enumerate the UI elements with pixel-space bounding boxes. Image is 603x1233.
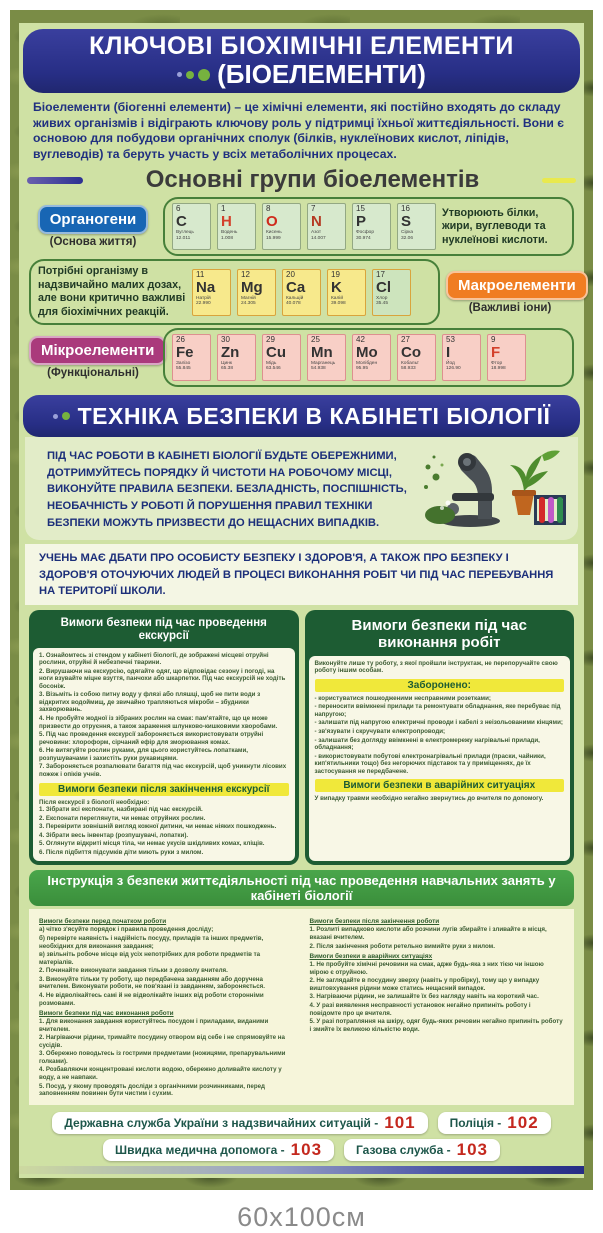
poster-title-line2-text: (БІОЕЛЕМЕНТИ) bbox=[217, 59, 426, 90]
list-item: 4. Зібрати весь інвентар (розпушувачі, лопатки). bbox=[39, 831, 189, 839]
element-name: Калій bbox=[331, 295, 344, 301]
list-item: 2. Вирушаючи на екскурсію, одягайте одяг, що відповідає сезону і погоді, на ноги взувайте міцне взуття, панчохи або шкарпетки. Під час екскурсій не ходіть босоніж. bbox=[39, 667, 286, 690]
list-item: 3. Обережно поводьтесь із гострими предметами (ножицями, препарувальними голками). bbox=[39, 1050, 286, 1065]
microelements-box bbox=[163, 328, 574, 387]
element-symbol: Co bbox=[401, 344, 421, 362]
decor-gradient-strip bbox=[19, 1166, 584, 1174]
organogens-badge-col bbox=[29, 205, 157, 248]
element-tile bbox=[397, 203, 436, 250]
element-number: 20 bbox=[286, 269, 295, 279]
element-tile bbox=[352, 334, 391, 381]
list-item: 1. Не пробуйте хімічні речовини на смак, адже будь-яка з них тією чи іншою мірою є отруйною. bbox=[309, 961, 544, 976]
list-item: 6. Після підбиття підсумків діти миють руки з милом. bbox=[39, 848, 204, 856]
element-tile bbox=[217, 334, 256, 381]
work-header: Вимоги безпеки під час виконання робіт bbox=[351, 617, 527, 652]
title-banner bbox=[23, 29, 580, 93]
list-item: - переносити ввімкнені прилади та ремонтувати обладнання, яке перебуває під напругою; bbox=[314, 703, 561, 718]
macroelements-subtitle: (Важливі іони) bbox=[468, 301, 552, 314]
element-number: 30 bbox=[221, 335, 230, 345]
safety-warning-panel bbox=[25, 437, 578, 540]
element-symbol: O bbox=[266, 213, 278, 231]
contacts-row-2 bbox=[19, 1139, 584, 1161]
element-name: Цинк bbox=[221, 361, 232, 367]
list-item: - користуватися пошкодженими несправними розетками; bbox=[314, 694, 491, 702]
list-item: 7. Забороняється розпалювати багаття під час екскурсій, щоб уникнути лісових пожеж і опіків учнів. bbox=[39, 763, 287, 778]
element-name: Марганець bbox=[311, 361, 336, 367]
element-name: Натрій bbox=[196, 295, 211, 301]
element-symbol: F bbox=[491, 344, 501, 362]
element-number: 27 bbox=[401, 335, 410, 345]
contact-label: Поліція - bbox=[449, 1115, 502, 1130]
element-symbol: P bbox=[356, 213, 367, 231]
list-item: 2. Експонати переглянути, чи немає отруйних рослин. bbox=[39, 814, 206, 822]
element-mass: 126.90 bbox=[446, 366, 461, 372]
microscope-icon bbox=[425, 453, 500, 527]
element-tile bbox=[237, 269, 276, 316]
contact-label: Газова служба - bbox=[356, 1142, 451, 1157]
element-name: Залізо bbox=[176, 361, 191, 367]
element-name: Кисень bbox=[266, 230, 282, 236]
element-mass: 30.974 bbox=[356, 235, 371, 241]
element-number: 19 bbox=[331, 269, 340, 279]
element-number: 11 bbox=[196, 269, 205, 279]
after-excursion-intro: Після екскурсії з біології необхідно: bbox=[39, 798, 150, 806]
element-number: 26 bbox=[176, 335, 185, 345]
element-number: 6 bbox=[176, 204, 181, 214]
before-work-list bbox=[39, 926, 294, 1007]
organogens-badge: Органогени bbox=[38, 205, 149, 234]
element-number: 53 bbox=[446, 335, 455, 345]
groups-heading-row bbox=[27, 166, 576, 194]
list-item: 1. Розлиті випадково кислоти або розчини лугів збирайте і зливайте в місця, вказані вчителем. bbox=[309, 926, 547, 942]
excursion-panel bbox=[29, 610, 299, 865]
accident-instr-list bbox=[310, 961, 565, 1033]
during-work-title: Вимоги безпеки під час виконання роботи bbox=[39, 1010, 174, 1018]
safety-title: ТЕХНІКА БЕЗПЕКИ В КАБІНЕТІ БІОЛОГІЇ bbox=[77, 402, 551, 429]
element-number: 7 bbox=[311, 204, 316, 214]
element-mass: 58.933 bbox=[401, 366, 416, 372]
element-number: 29 bbox=[266, 335, 275, 345]
work-content bbox=[309, 656, 571, 862]
group-row-microelements bbox=[29, 328, 574, 387]
list-item: в) звільніть робоче місце від усіх непотрібних для роботи предметів та матеріалів. bbox=[39, 951, 261, 966]
list-item: 5. Посуд, у якому проводять досліди з органічними розчинниками, перед заповненням повинен бути чистим і сухим. bbox=[39, 1082, 265, 1098]
list-item: 6. Не витягуйте рослин руками, для цього користуйтесь лопатками, розпушувачами і захистіть руки рукавицями. bbox=[39, 747, 249, 762]
element-mass: 95.95 bbox=[356, 366, 369, 372]
instruction-left-col bbox=[39, 915, 294, 1098]
element-mass: 18.998 bbox=[491, 366, 506, 372]
element-symbol: S bbox=[401, 213, 412, 231]
element-tile bbox=[282, 269, 321, 316]
work-intro: Виконуйте лише ту роботу, з якої пройшли інструктаж, не перепоручайте свою роботу іншим особам. bbox=[314, 659, 558, 675]
element-mass: 32.06 bbox=[401, 235, 414, 241]
element-name: Азот bbox=[311, 230, 322, 236]
poster-title-line2 bbox=[23, 60, 580, 89]
element-symbol: Ca bbox=[286, 278, 306, 296]
groups-heading: Основні групи біоелементів bbox=[145, 166, 480, 194]
poster-title-line1: КЛЮЧОВІ БІОХІМІЧНІ ЕЛЕМЕНТИ bbox=[89, 31, 514, 60]
element-tiles-organogens bbox=[172, 203, 436, 250]
after-work-title: Вимоги безпеки після закінчення роботи bbox=[309, 918, 440, 926]
element-symbol: K bbox=[331, 278, 342, 296]
contact-label: Швидка медична допомога - bbox=[115, 1142, 285, 1157]
element-symbol: Cl bbox=[376, 278, 391, 296]
list-item: 5. Оглянути відкриті місця тіла, чи немає укусів шкідливих комах, кліщів. bbox=[39, 840, 265, 848]
excursion-content bbox=[33, 648, 295, 862]
element-mass: 14.007 bbox=[311, 235, 326, 241]
accident-header: Вимоги безпеки в аварійних ситуаціях bbox=[315, 779, 565, 792]
emergency-contact-pill bbox=[103, 1139, 334, 1161]
element-name: Хлор bbox=[376, 295, 388, 301]
element-number: 8 bbox=[266, 204, 271, 214]
element-mass: 35.45 bbox=[376, 300, 389, 306]
group-row-macroelements bbox=[29, 259, 574, 325]
list-item: 4. Розбавляючи концентровані кислоти водою, обережно доливайте кислоту у воду, а не навпаки. bbox=[39, 1066, 282, 1082]
microelements-badge: Мікроелементи bbox=[29, 336, 166, 365]
element-tile bbox=[192, 269, 231, 316]
poster-inner bbox=[19, 23, 584, 1178]
accident-instr-title: Вимоги безпеки в аварійних ситуаціях bbox=[309, 953, 433, 961]
element-name: Вуглець bbox=[176, 230, 194, 236]
element-number: 16 bbox=[401, 204, 410, 214]
element-symbol: I bbox=[446, 344, 451, 362]
element-name: Магній bbox=[241, 295, 256, 301]
element-symbol: Mg bbox=[241, 278, 263, 296]
element-number: 12 bbox=[241, 269, 250, 279]
lab-illustration bbox=[418, 445, 568, 534]
list-item: 2. Починайте виконувати завдання тільки з дозволу вчителя. bbox=[39, 967, 228, 975]
element-symbol: N bbox=[311, 213, 322, 231]
excursion-header: Вимоги безпеки під час проведення екскурсії bbox=[60, 617, 267, 643]
element-tile bbox=[262, 334, 301, 381]
list-item: - використовувати побутові електронагрівальні прилади (праски, чайники, кип'ятильники тощо) без негорючих підставок та у приміщеннях, де їх застосування не передбачене. bbox=[314, 752, 546, 775]
element-tile bbox=[172, 203, 211, 250]
organogens-subtitle: (Основа життя) bbox=[49, 236, 137, 249]
microelements-subtitle: (Функціональні) bbox=[47, 367, 139, 380]
element-symbol: Mo bbox=[356, 344, 378, 362]
group-row-organogens bbox=[29, 197, 574, 256]
list-item: 5. Під час проведення екскурсії забороняється використовувати отруйні речовини: хлороформ, сірчаний ефір для зморювання комах. bbox=[39, 731, 264, 746]
element-tile bbox=[172, 334, 211, 381]
after-excursion-header: Вимоги безпеки після закінчення екскурсії bbox=[39, 783, 289, 796]
list-item: 4. У разі виявлення несправності установок негайно припиніть роботу і повідомте про це вчителя. bbox=[309, 1001, 531, 1017]
element-mass: 40.078 bbox=[286, 300, 301, 306]
safety-columns bbox=[29, 610, 574, 865]
after-excursion-list bbox=[39, 806, 289, 856]
element-name: Молібден bbox=[356, 361, 378, 367]
forbidden-list bbox=[315, 695, 565, 776]
instruction-panel bbox=[29, 909, 574, 1104]
list-item: 2. Після закінчення роботи ретельно вимийте руки з милом. bbox=[309, 942, 495, 950]
element-mass: 63.546 bbox=[266, 366, 281, 372]
element-name: Фосфор bbox=[356, 230, 374, 236]
list-item: б) перевірте наявність і надійність посуду, приладів та інших предметів, необхідних для виконання завдання; bbox=[39, 935, 264, 950]
element-tile bbox=[307, 203, 346, 250]
element-name: Мідь bbox=[266, 361, 277, 367]
element-tiles-microelements bbox=[172, 334, 526, 381]
contact-label: Державна служба України з надзвичайних ситуацій - bbox=[64, 1115, 379, 1130]
element-number: 17 bbox=[376, 269, 385, 279]
element-tile bbox=[262, 203, 301, 250]
element-symbol: C bbox=[176, 213, 187, 231]
list-item: 3. Виконуйте тільки ту роботу, що передбачена завданням або доручена вчителем. Виконувати роботи, не пов'язані із завданням, забороняється. bbox=[39, 975, 265, 991]
accident-text: У випадку травми необхідно негайно звернутись до вчителя по допомогу. bbox=[314, 795, 544, 803]
element-mass: 54.938 bbox=[311, 366, 326, 372]
element-mass: 12.011 bbox=[176, 235, 191, 241]
element-tile bbox=[327, 269, 366, 316]
list-item: 1. Зібрати всі експонати, назбирані під час екскурсій. bbox=[39, 806, 203, 814]
list-item: 1. Ознайомтесь зі стендом у кабінеті біології, де зображені місцеві отруйні рослини, отруйні й небезпечні тварини. bbox=[39, 651, 269, 667]
element-number: 9 bbox=[491, 335, 496, 345]
intro-paragraph: Біоелементи (біогенні елементи) – це хімічні елементи, які постійно входять до складу живих організмів і відіграють ключову роль у підтримці їхньої життєдіяльності. Вони є основою для побудови органічних сполук (білків, нуклеїнових кислот, ліпідів, вуглеводів) та беруть участь у всіх метаболічних процесах. bbox=[33, 100, 565, 161]
list-item: 4. Не пробуйте жодної із зібраних рослин на смак: пам'ятайте, що це може призвести до отруєння, а також зараження шлунково-кишковими хворобами. bbox=[39, 715, 278, 730]
forbidden-header: Заборонено: bbox=[315, 679, 565, 692]
element-number: 42 bbox=[356, 335, 365, 345]
list-item: - залишати без догляду ввімкнені в електромережу нагрівальні прилади, обладнання; bbox=[314, 736, 540, 752]
emergency-contact-pill bbox=[438, 1112, 551, 1134]
contact-number: 102 bbox=[507, 1112, 539, 1132]
element-name: Сірка bbox=[401, 230, 414, 236]
macroelements-badge-col bbox=[446, 271, 574, 314]
element-symbol: Na bbox=[196, 278, 216, 296]
element-name: Кобальт bbox=[401, 361, 419, 367]
instruction-header: Інструкція з безпеки життєдіяльності під час проведення навчальних занять у кабінеті біології bbox=[29, 870, 574, 906]
element-tile bbox=[372, 269, 411, 316]
element-number: 15 bbox=[356, 204, 365, 214]
element-tile bbox=[352, 203, 391, 250]
element-symbol: Zn bbox=[221, 344, 240, 362]
after-work-list bbox=[310, 926, 565, 950]
list-item: - залишати під напругою електричні проводи і кабелі з неізольованими кінцями; bbox=[314, 719, 563, 727]
list-item: 5. У разі потрапляння на шкіру, одяг будь-яких речовин негайно припиніть роботу і змийте їх великою кількістю води. bbox=[309, 1018, 563, 1033]
element-mass: 39.098 bbox=[331, 300, 346, 306]
safety-warning-text: ПІД ЧАС РОБОТИ В КАБІНЕТІ БІОЛОГІЇ БУДЬТЕ ОБЕРЕЖНИМИ, ДОТРИМУЙТЕСЬ ПОРЯДКУ Й ЧИСТОТИ НА РОБОЧОМУ МІСЦІ, ВИКОНУЙТЕ ПРАВИЛА БЕЗПЕКИ. БЕЗЛАДНІСТЬ, ПОСПІШНІСТЬ, НЕОБАЧНІСТЬ У РОБОТІ Й ПОРУШЕННЯ ПРАВИЛ ТЕХНІКИ БЕЗПЕКИ МОЖУТЬ ПРИЗВЕСТИ ДО НЕЩАСНИХ ВИПАДКІВ. bbox=[47, 449, 407, 530]
decor-dots-icon bbox=[53, 412, 70, 420]
element-name: Водень bbox=[221, 230, 238, 236]
list-item: 4. Не відволікайтесь самі й не відволікайте інших від роботи сторонніми розмовами. bbox=[39, 991, 264, 1007]
element-symbol: H bbox=[221, 213, 232, 231]
emergency-contact-pill bbox=[344, 1139, 500, 1161]
list-item: 3. Перевірити зовнішній вигляд кожної дитини, чи немає ніяких пошкоджень. bbox=[39, 823, 277, 831]
element-mass: 22.990 bbox=[196, 300, 211, 306]
list-item: 1. Для виконання завдання користуйтесь посудом і приладами, виданими вчителем. bbox=[39, 1018, 269, 1033]
list-item: 3. Нагріваючи рідини, не залишайте їх без нагляду навіть на короткий час. bbox=[309, 993, 539, 1001]
element-mass: 15.999 bbox=[266, 235, 281, 241]
element-symbol: Mn bbox=[311, 344, 333, 362]
element-symbol: Cu bbox=[266, 344, 286, 362]
decor-bar-yellow bbox=[542, 178, 576, 183]
contact-number: 103 bbox=[290, 1139, 323, 1159]
list-item: а) чітко з'ясуйте порядок і правила проведення досліду; bbox=[39, 926, 214, 934]
emergency-contact-pill bbox=[52, 1112, 427, 1134]
list-item: - зв'язувати і скручувати електропроводи; bbox=[314, 727, 446, 735]
element-mass: 1.008 bbox=[221, 235, 234, 241]
decor-dots-icon bbox=[177, 69, 210, 81]
element-number: 1 bbox=[221, 204, 226, 214]
poster bbox=[10, 10, 593, 1190]
contact-number: 101 bbox=[384, 1112, 416, 1132]
organogens-box bbox=[163, 197, 574, 256]
element-name: Йод bbox=[446, 361, 455, 367]
before-work-title: Вимоги безпеки перед початком роботи bbox=[39, 918, 167, 926]
element-name: Кальцій bbox=[286, 295, 304, 301]
decor-bar-purple bbox=[27, 177, 83, 184]
element-tile bbox=[217, 203, 256, 250]
element-name: Фтор bbox=[491, 361, 503, 367]
element-tiles-macroelements bbox=[192, 269, 411, 316]
list-item: 3. Візьміть із собою питну воду у флязі або пляшці, щоб не пити води з відкритих водоймищ, де звичайно трапляються мікроби – збудники захворювань. bbox=[39, 691, 261, 714]
element-symbol: Fe bbox=[176, 344, 194, 362]
element-tile bbox=[442, 334, 481, 381]
contact-number: 103 bbox=[456, 1139, 488, 1159]
test-tubes-icon bbox=[534, 495, 566, 525]
element-tile bbox=[487, 334, 526, 381]
element-mass: 55.845 bbox=[176, 366, 191, 372]
element-tile bbox=[307, 334, 346, 381]
list-item: 2. Нагріваючи рідини, тримайте посудину отвором від себе і не спрямовуйте на сусідів. bbox=[39, 1034, 285, 1049]
element-number: 25 bbox=[311, 335, 320, 345]
safety-banner bbox=[23, 395, 580, 437]
contacts-row-1 bbox=[19, 1112, 584, 1134]
student-note: УЧЕНЬ МАЄ ДБАТИ ПРО ОСОБИСТУ БЕЗПЕКУ І ЗДОРОВ'Я, А ТАКОЖ ПРО БЕЗПЕКУ І ЗДОРОВ'Я ОТОЧУЮЧИХ ЛЮДЕЙ В ПРОЦЕСІ ВИКОНАННЯ РОБІТ ЧИ ПІД ЧАС ПЕРЕБУВАННЯ НА ТЕРИТОРІЇ ШКОЛИ. bbox=[25, 544, 578, 605]
emergency-contacts bbox=[19, 1112, 584, 1161]
during-work-list bbox=[39, 1018, 294, 1098]
sparkles-icon bbox=[424, 456, 444, 490]
macroelements-box bbox=[29, 259, 440, 325]
macroelements-note: Потрібні організму в надзвичайно малих дозах, але вони критично важливі для біохімічних реакцій. bbox=[38, 265, 186, 318]
microelements-badge-col bbox=[29, 336, 157, 379]
element-mass: 24.305 bbox=[241, 300, 256, 306]
element-tile bbox=[397, 334, 436, 381]
list-item: 2. Не заглядайте в посудину зверху (навіть у пробірку), тому що у випадку виштовхування рідини може статись нещасний випадок. bbox=[309, 977, 540, 992]
poster-size-label: 60x100см bbox=[237, 1201, 366, 1232]
excursion-list bbox=[39, 652, 289, 779]
macroelements-badge: Макроелементи bbox=[446, 271, 588, 300]
organogens-note: Утворюють білки, жири, вуглеводи та нуклеїнові кислоти. bbox=[442, 206, 548, 246]
instruction-right-col bbox=[310, 915, 565, 1098]
element-mass: 65.38 bbox=[221, 366, 234, 372]
work-panel bbox=[305, 610, 575, 865]
